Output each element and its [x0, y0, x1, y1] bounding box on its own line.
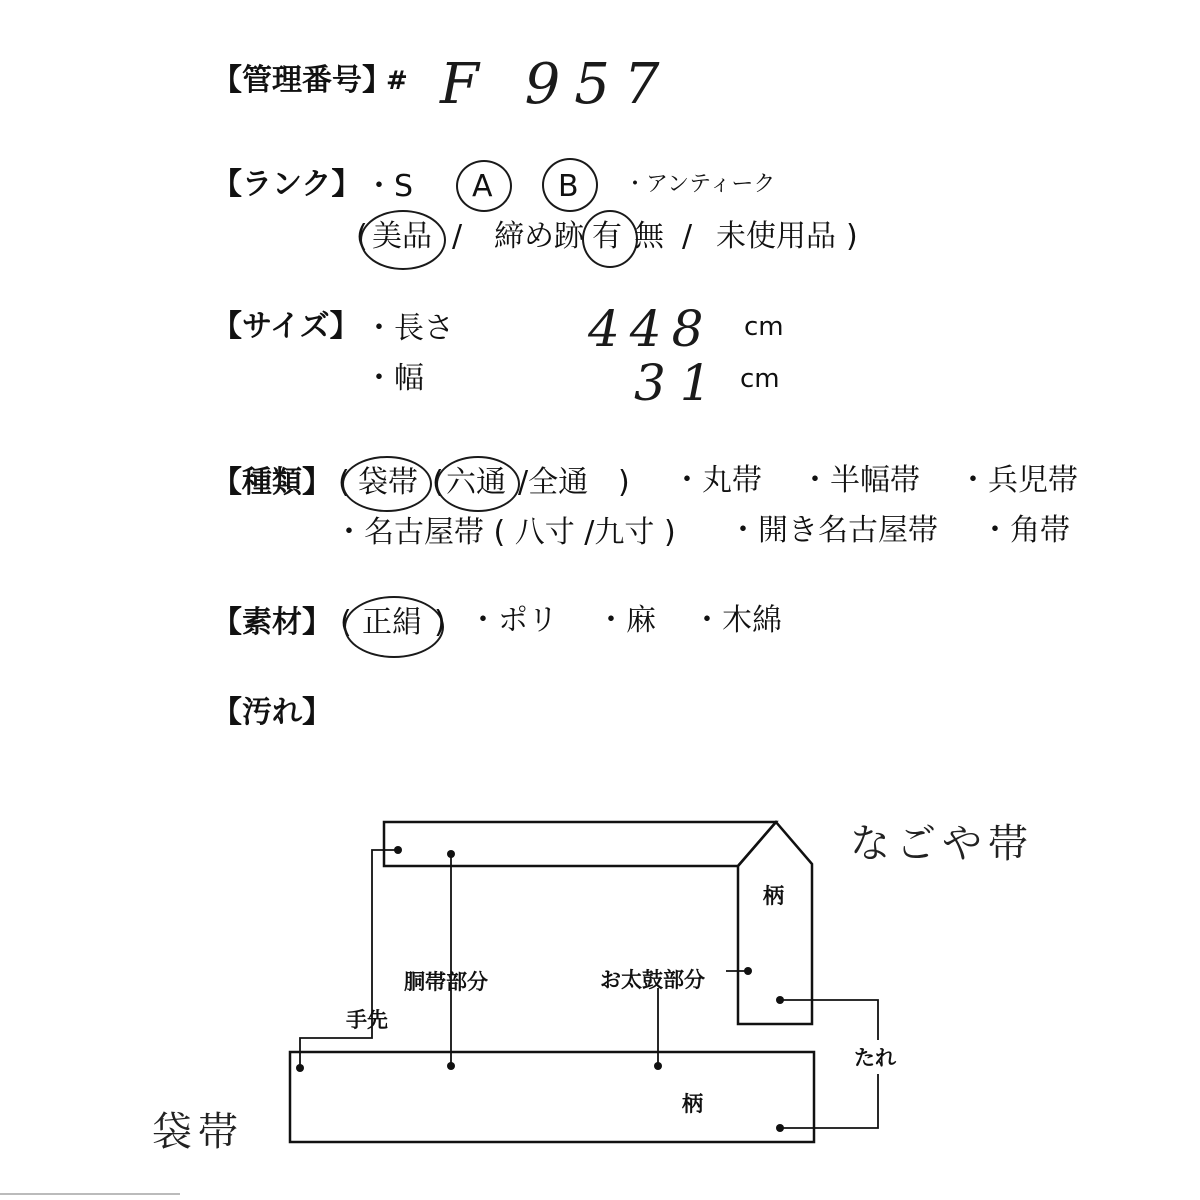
rank-option-b: B — [558, 169, 579, 204]
kind-zentsu: /全通 — [518, 465, 589, 500]
rank-sub-open: ( — [356, 219, 368, 254]
material-asa: ・麻 — [596, 603, 656, 638]
kind-maru: ・丸帯 — [672, 463, 762, 498]
rank-sub-ari: 有 — [592, 219, 622, 254]
gara-top-label: 柄 — [763, 884, 784, 908]
material-shoken: 正絹 — [362, 605, 422, 640]
tare-label: たれ — [854, 1040, 896, 1074]
dot — [744, 967, 752, 975]
dot — [447, 1062, 455, 1070]
fukuro-title: 袋帯 — [152, 1109, 244, 1155]
kind-rokutsu: 六通 — [446, 465, 506, 500]
rank-sub-slash1: / — [452, 219, 463, 254]
rank-sub-slash2: / — [682, 219, 693, 254]
kanri-label: 【管理番号】 — [212, 63, 392, 98]
rank-option-s: ・S — [364, 169, 414, 204]
material-open: ( — [340, 605, 352, 640]
rank-option-a: A — [472, 169, 493, 204]
rank-sub-mishiyo: 未使用品 — [716, 219, 836, 254]
material-poly: ・ポリ — [468, 603, 558, 638]
dot — [296, 1064, 304, 1072]
dot — [654, 1062, 662, 1070]
kind-hanhaba: ・半幅帯 — [800, 463, 920, 498]
size-width-label: ・幅 — [364, 361, 424, 396]
stain-label: 【汚れ】 — [212, 695, 332, 730]
material-momen: ・木綿 — [692, 603, 782, 638]
nagoya-obi-body — [384, 822, 776, 866]
dot — [447, 850, 455, 858]
fukuro-obi-body — [290, 1052, 814, 1142]
material-label: 【素材】 — [212, 605, 332, 640]
nagoya-obi-tare — [738, 822, 812, 1024]
taiko-label: お太鼓部分 — [600, 968, 705, 992]
dot — [776, 996, 784, 1004]
nagoya-title: なごや帯 — [850, 821, 1034, 867]
size-width-value: 31 — [634, 354, 726, 412]
size-length-value: 448 — [588, 300, 714, 358]
rank-sub-close: ) — [846, 219, 858, 254]
kind-open2: ( — [432, 465, 444, 500]
rank-label: 【ランク】 — [212, 167, 362, 202]
gara-bottom-label: 柄 — [682, 1092, 703, 1116]
size-length-label: ・長さ — [364, 311, 454, 346]
tesaki-label: 手先 — [346, 1008, 388, 1032]
dot — [776, 1124, 784, 1132]
kind-close: ) — [618, 465, 630, 500]
size-width-unit: cm — [740, 364, 780, 394]
rank-sub-bihin: 美品 — [372, 219, 432, 254]
kind-fukuro: 袋帯 — [358, 465, 418, 500]
rank-option-antique: ・アンティーク — [624, 172, 776, 197]
rank-sub-nashi: 無 — [634, 219, 664, 254]
size-length-unit: cm — [744, 312, 784, 342]
size-label: 【サイズ】 — [212, 309, 360, 344]
material-close: ) — [434, 605, 446, 640]
rank-sub-shime: 締め跡 — [494, 219, 584, 254]
kind-hiraki: ・開き名古屋帯 — [728, 513, 938, 548]
kanri-hash: # — [386, 66, 408, 96]
kind-open: ( — [338, 465, 350, 500]
kind-kaku: ・角帯 — [980, 513, 1070, 548]
dou-label: 胴帯部分 — [404, 970, 488, 994]
kind-nagoya: ・名古屋帯 ( 八寸 /九寸 ) — [334, 515, 676, 550]
kanri-number: F 957 — [440, 52, 674, 117]
kind-heko: ・兵児帯 — [958, 463, 1078, 498]
kind-label: 【種類】 — [212, 465, 332, 500]
dot — [394, 846, 402, 854]
